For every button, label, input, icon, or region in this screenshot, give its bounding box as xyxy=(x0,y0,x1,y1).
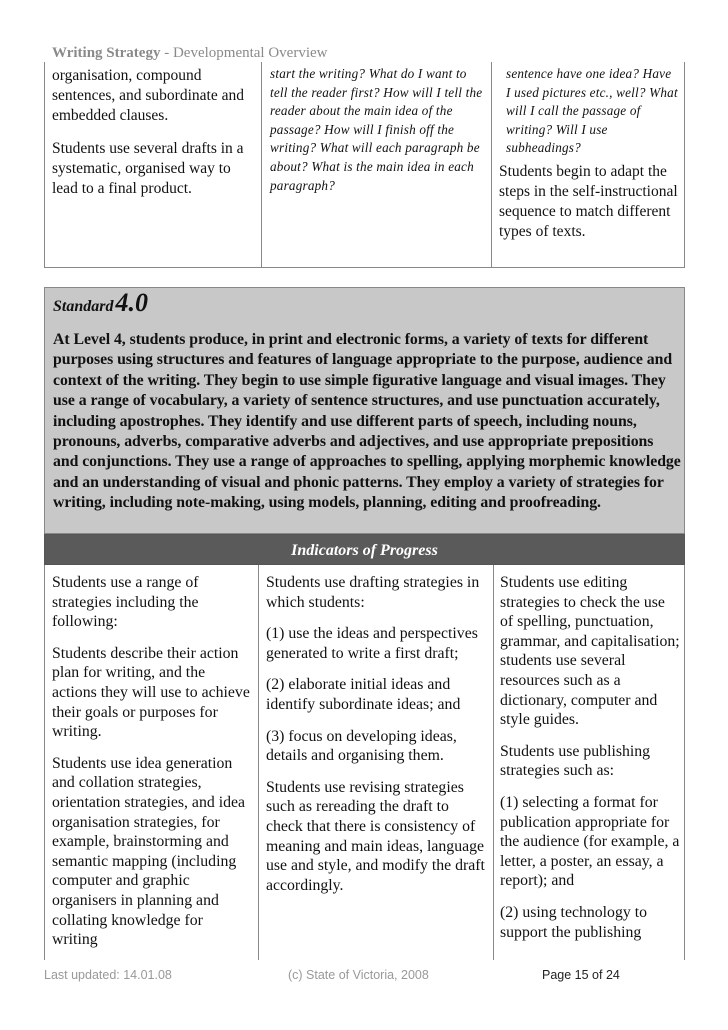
continued-col-3 xyxy=(492,62,684,268)
col3-para-1: Students use editing strategies to check the use of spelling, punctuation, grammar, and capitalisation; students use several resources such as a dictionary, computer and style guides. xyxy=(500,574,680,729)
footer-copyright: (c) State of Victoria, 2008 xyxy=(288,968,429,982)
footer-last-updated: Last updated: 14.01.08 xyxy=(44,968,172,982)
standard-number: 4.0 xyxy=(115,288,148,317)
header-title-rest: - Developmental Overview xyxy=(160,45,328,61)
col2-para-4: (3) focus on developing ideas, details and organising them. xyxy=(266,727,457,765)
col1-para-3: Students use idea generation and collation strategies, orientation strategies, and idea organisation strategies, for example, brainstorming and semantic mapping (including computer and graphic organisers in planning and collating knowledge for writing xyxy=(52,754,246,949)
page-header xyxy=(52,45,328,62)
header-title-bold: Writing Strategy xyxy=(52,45,161,61)
col3-para-4: (2) using technology to support the publishing xyxy=(500,903,647,941)
continued-col3-para: Students begin to adapt the steps in the self-instructional sequence to match different types of texts. xyxy=(499,162,678,240)
indicators-heading: Indicators of Progress xyxy=(44,534,685,565)
continued-col-1 xyxy=(45,62,262,268)
continued-col1-para-1: organisation, compound sentences, and subordinate and embedded clauses. xyxy=(52,67,244,124)
standard-box xyxy=(44,287,685,534)
continued-col-2 xyxy=(262,62,492,268)
col3-para-2: Students use publishing strategies such as: xyxy=(500,742,651,780)
continued-col1-para-2: Students use several drafts in a systematic, organised way to lead to a final product. xyxy=(52,140,244,197)
indicators-col-3 xyxy=(494,565,686,960)
col2-para-2: (1) use the ideas and perspectives generated to write a first draft; xyxy=(266,625,478,662)
standard-title xyxy=(53,288,148,318)
col2-para-3: (2) elaborate initial ideas and identify subordinate ideas; and xyxy=(266,676,461,713)
standard-label: Standard xyxy=(53,298,114,315)
standard-description: At Level 4, students produce, in print and electronic forms, a variety of texts for different purposes using structures and features of language appropriate to the purpose, audience and context of the writing. They begin to use simple figurative language and visual images. They use a range of vocabulary, a variety of sentence structures, and use punctuation accurately, including apostrophes. They identify and use different parts of speech, including nouns, pronouns, adverbs, comparative adverbs and adjectives, and use appropriate prepositions and conjunctions. They use a range of approaches to spelling, applying morphemic knowledge and an understanding of visual and phonic patterns. They employ a variety of strategies for writing, including note-making, using models, planning, editing and proofreading. xyxy=(53,331,681,512)
col2-para-5: Students use revising strategies such as rereading the draft to check that there is consistency of meaning and main ideas, language use and style, and modify the draft accordingly. xyxy=(266,778,485,894)
footer-page-number: Page 15 of 24 xyxy=(542,968,620,982)
continued-table xyxy=(44,62,685,268)
col1-para-1: Students use a range of strategies including the following: xyxy=(52,574,199,631)
indicators-table xyxy=(44,565,685,960)
indicators-col-2 xyxy=(259,565,494,960)
col1-para-2: Students describe their action plan for writing, and the actions they will use to achieve their goals or purposes for writing. xyxy=(52,644,250,741)
continued-col3-questions: sentence have one idea? Have I used pictures etc., well? What will I call the passage of writing? Will I use subheadings? xyxy=(506,66,678,156)
continued-col2-questions: start the writing? What do I want to tell the reader first? How will I tell the reader about the main idea of the passage? How will I finish off the writing? What will each paragraph be about? What is the main idea in each paragraph? xyxy=(270,66,483,193)
col3-para-3: (1) selecting a format for publication appropriate for the audience (for example, a letter, a poster, an essay, a report); and xyxy=(500,793,680,890)
col2-para-1: Students use drafting strategies in which students: xyxy=(266,574,480,611)
indicators-col-1 xyxy=(45,565,259,960)
